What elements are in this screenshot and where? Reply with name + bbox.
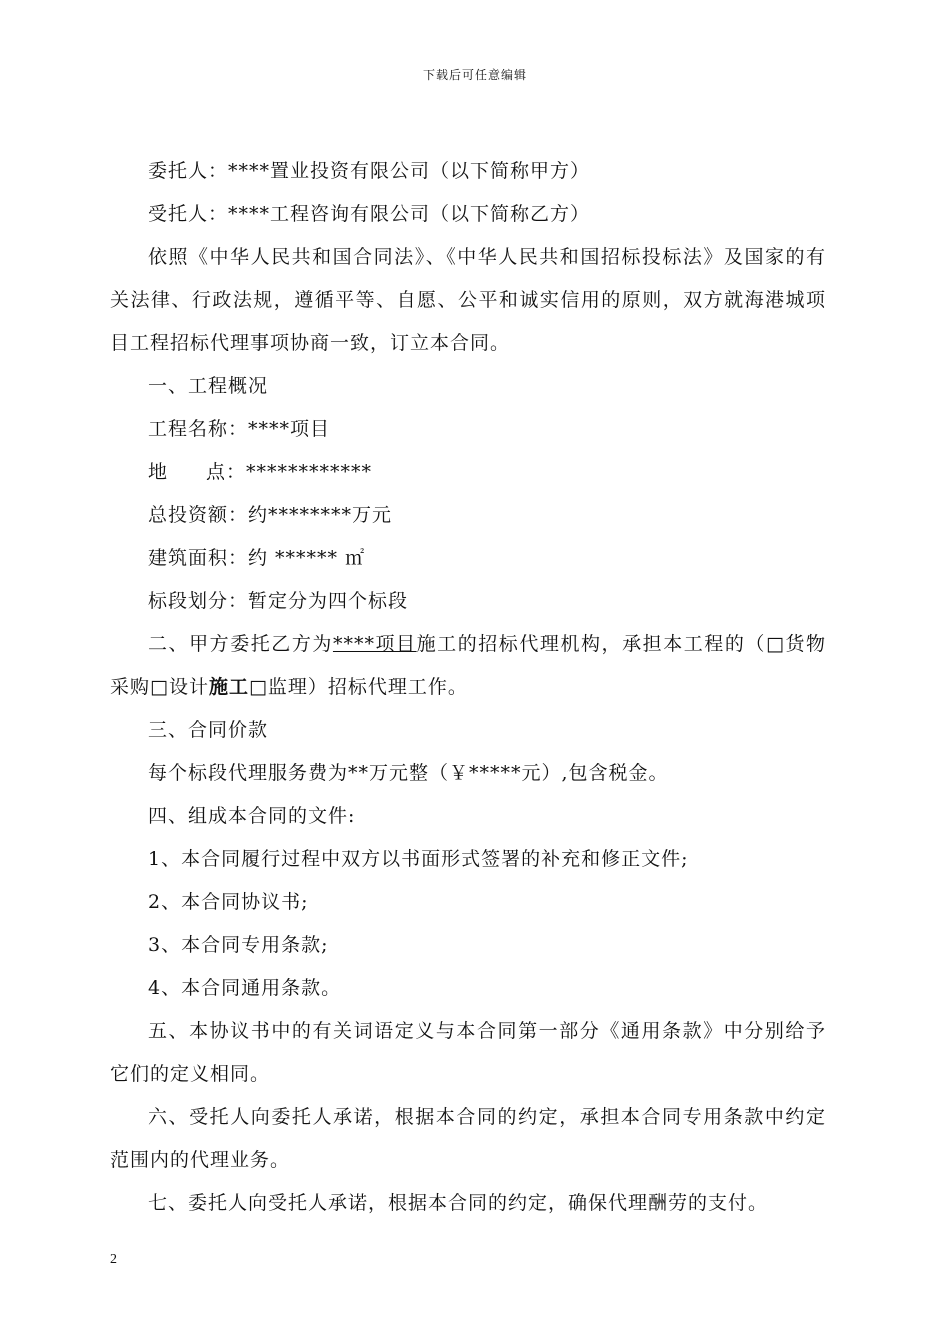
entrustment-text-b: 施工的招标代理机构，承担本工程的（□货物采购□设计 <box>110 633 826 698</box>
paragraph-agent-commitment: 六、受托人向委托人承诺，根据本合同的约定，承担本合同专用条款中约定范围内的代理业务。 <box>110 1106 826 1171</box>
location-value: 点：************ <box>206 461 373 483</box>
entrustment-project-underlined: ****项目 <box>332 633 417 655</box>
entrustment-text-c: □监理）招标代理工作。 <box>248 676 468 698</box>
paragraph-service-fee: 每个标段代理服务费为**万元整（￥*****元）,包含税金。 <box>148 762 669 784</box>
paragraph-definitions: 五、本协议书中的有关词语定义与本合同第一部分《通用条款》中分别给予它们的定义相同。 <box>110 1020 826 1085</box>
paragraph-legal-basis: 依照《中华人民共和国合同法》、《中华人民共和国招标投标法》及国家的有关法律、行政法规，遵循平等、自愿、公平和诚实信用的原则，双方就海港城项目工程招标代理事项协商一致，订立本合同。 <box>110 246 826 354</box>
paragraph-agent: 受托人：****工程咨询有限公司（以下简称乙方） <box>148 203 591 225</box>
paragraph-principal: 委托人：****置业投资有限公司（以下简称甲方） <box>148 160 591 182</box>
project-name-line: 工程名称：****项目 <box>148 418 331 440</box>
document-body <box>110 150 826 1225</box>
building-area-line: 建筑面积：约 ****** ㎡ <box>148 547 366 569</box>
page-number: 2 <box>110 1252 117 1267</box>
project-location-line <box>110 451 826 494</box>
entrustment-construction-bold: 施工 <box>208 676 249 698</box>
page-header: 下载后可任意编辑 <box>422 68 527 82</box>
section-heading-project-overview: 一、工程概况 <box>148 375 269 397</box>
paragraph-entrustment <box>110 623 826 709</box>
document-item-3: 3、本合同专用条款; <box>148 934 329 956</box>
section-heading-contract-price: 三、合同价款 <box>148 719 269 741</box>
document-item-4: 4、本合同通用条款。 <box>148 977 342 999</box>
document-item-2: 2、本合同协议书; <box>148 891 309 913</box>
entrustment-text-a: 二、甲方委托乙方为 <box>148 633 333 655</box>
location-label-char: 地 <box>148 461 169 483</box>
paragraph-principal-commitment: 七、委托人向受托人承诺，根据本合同的约定，确保代理酬劳的支付。 <box>148 1192 769 1214</box>
section-heading-contract-documents: 四、组成本合同的文件: <box>148 805 356 827</box>
document-item-1: 1、本合同履行过程中双方以书面形式签署的补充和修正文件; <box>148 848 689 870</box>
bid-section-line: 标段划分：暂定分为四个标段 <box>148 590 409 612</box>
total-investment-line: 总投资额：约********万元 <box>148 504 393 526</box>
